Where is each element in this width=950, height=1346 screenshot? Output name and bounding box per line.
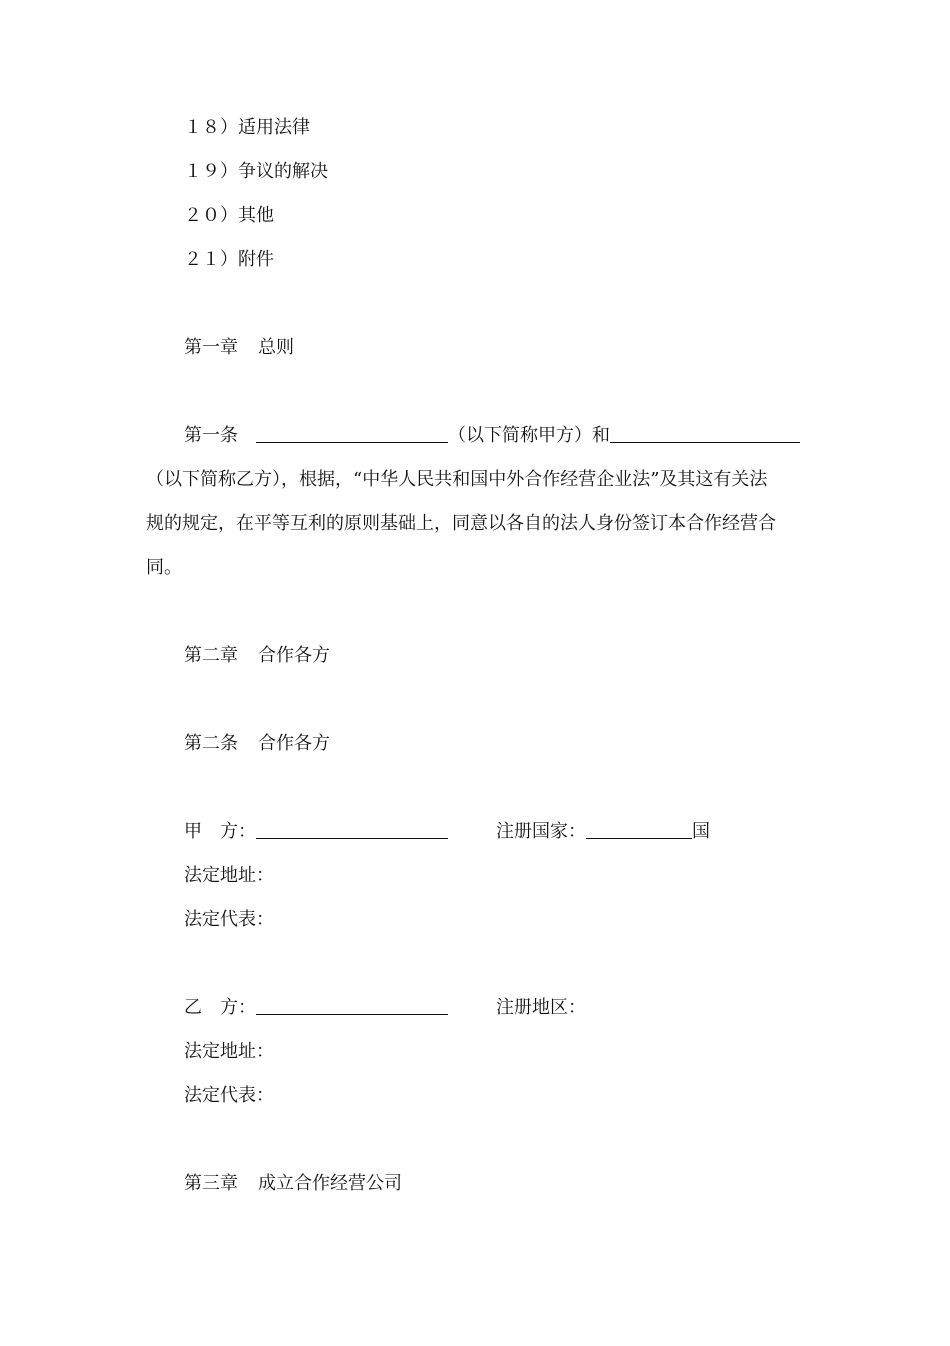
article-text-line: 规的规定，在平等互利的原则基础上，同意以各自的法人身份签订本合作经营合: [146, 513, 776, 534]
party-b-address: 法定地址：: [184, 1041, 274, 1062]
party-a-name-blank[interactable]: [256, 820, 448, 839]
article-text-line: （以下简称乙方），根据，“中华人民共和国中外合作经营企业法”及其这有关法: [146, 469, 768, 490]
party-a-label: 甲 方：: [184, 821, 256, 842]
article-label: 第一条: [184, 425, 238, 446]
party-b-label: 乙 方：: [184, 997, 256, 1018]
toc-number: ２１）: [184, 249, 238, 270]
party-a-address: 法定地址：: [184, 865, 274, 886]
chapter-label: 第二章: [184, 645, 238, 666]
chapter-heading: [184, 1172, 402, 1196]
party-a-representative: 法定代表：: [184, 909, 274, 930]
chapter-title: 成立合作经营公司: [258, 1173, 402, 1194]
chapter-heading: [184, 644, 330, 668]
toc-label: 适用法律: [238, 117, 310, 138]
article-text-line: 同。: [146, 557, 182, 578]
toc-item: [184, 248, 274, 272]
chapter-label: 第一章: [184, 337, 238, 358]
chapter-label: 第三章: [184, 1173, 238, 1194]
toc-number: ２０）: [184, 205, 238, 226]
party-a-suffix: （以下简称甲方）和: [448, 425, 610, 446]
country-blank[interactable]: [586, 820, 692, 839]
party-b-representative: 法定代表：: [184, 1085, 274, 1106]
party-a-row: [184, 820, 710, 844]
country-suffix: 国: [692, 821, 710, 842]
party-a-blank[interactable]: [256, 424, 448, 443]
toc-label: 争议的解决: [238, 161, 328, 182]
article-first-line: [184, 424, 800, 448]
toc-number: １８）: [184, 117, 238, 138]
toc-label: 附件: [238, 249, 274, 270]
chapter-title: 总则: [258, 337, 294, 358]
article-title: 合作各方: [258, 733, 330, 754]
country-label: 注册国家：: [496, 821, 586, 842]
toc-item: [184, 204, 274, 228]
article-heading: [184, 732, 330, 756]
toc-item: [184, 160, 328, 184]
party-b-row: [184, 996, 586, 1020]
chapter-heading: [184, 336, 294, 360]
chapter-title: 合作各方: [258, 645, 330, 666]
party-b-name-blank[interactable]: [256, 996, 448, 1015]
toc-item: [184, 116, 310, 140]
region-label: 注册地区：: [496, 997, 586, 1018]
article-label: 第二条: [184, 733, 238, 754]
party-b-blank[interactable]: [610, 424, 800, 443]
toc-number: １９）: [184, 161, 238, 182]
toc-label: 其他: [238, 205, 274, 226]
